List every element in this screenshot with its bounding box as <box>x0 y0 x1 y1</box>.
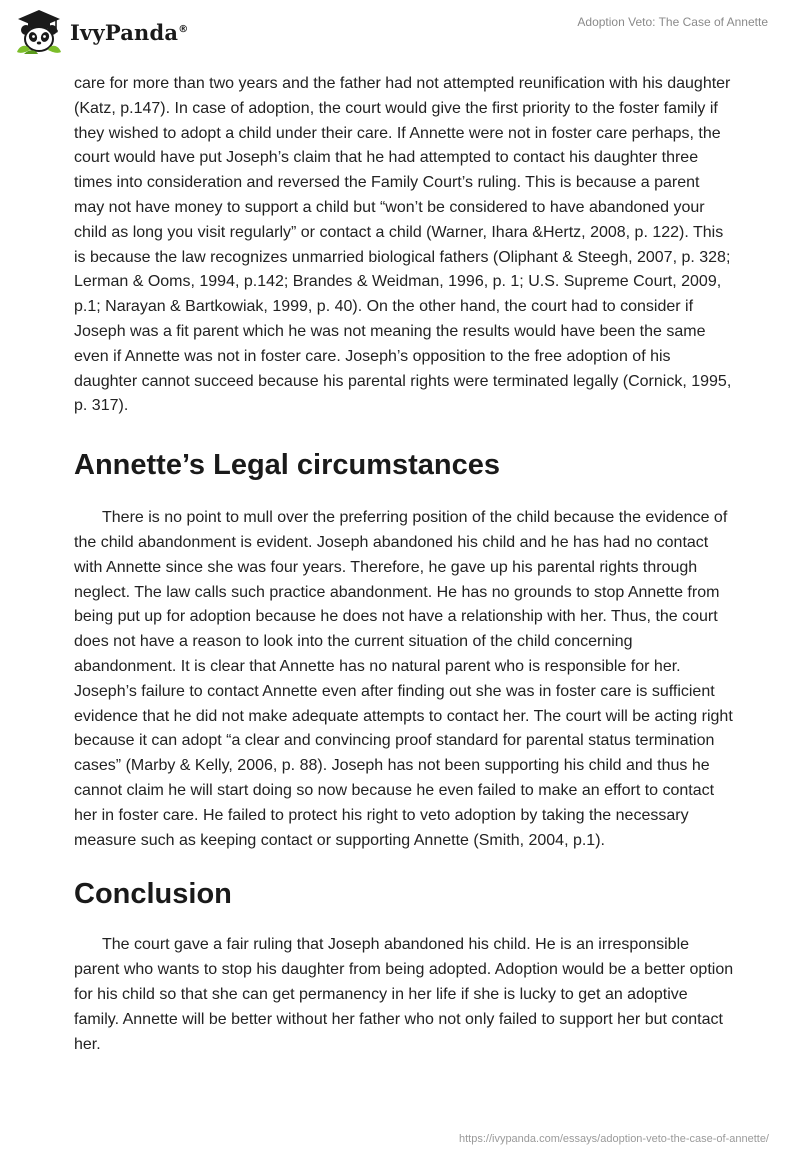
ivypanda-logo[interactable] <box>14 8 188 56</box>
page-header <box>0 0 800 66</box>
document-title: Adoption Veto: The Case of Annette <box>577 15 768 29</box>
source-url-link[interactable]: https://ivypanda.com/essays/adoption-veto-the-case-of-annette/ <box>458 1133 769 1145</box>
article-body <box>74 72 734 1057</box>
registered-mark: ® <box>178 23 189 35</box>
logo-wordmark <box>70 20 188 45</box>
section-heading-conclusion: Conclusion <box>74 878 232 911</box>
section-heading-legal-circumstances: Annette’s Legal circumstances <box>74 449 501 482</box>
legal-circumstances-paragraph: There is no point to mull over the preferring position of the child because the evidence of the child abandonment is evident. Joseph abandoned his child and he has had no contact with Annette since she was four years. Therefore, he gave up his parental rights through neglect. The law calls such practice abandonment. He has no grounds to stop Annette from being put up for adoption because he does not have a relationship with her. Thus, the court does not have a reason to look into the current situation of the child concerning abandonment. It is clear that Annette has no natural parent who is responsible for her. Joseph’s failure to contact Annette even after finding out she was in foster care is sufficient evidence that he did not make adequate attempts to contact her. The court will be acting right because it can adopt “a clear and convincing proof standard for parental status termination cases” (Marby & Kelly, 2006, p. 88). Joseph has not been supporting his child and thus he cannot claim he will start doing so now because he even failed to make an effort to contact her in foster care. He failed to protect his right to veto adoption by taking the necessary measure such as keeping contact or supporting Annette (Smith, 2004, p.1). <box>74 509 733 849</box>
logo-text: IvyPanda <box>70 19 179 45</box>
intro-paragraph: care for more than two years and the father had not attempted reunification with his daughter (Katz, p.147). In case of adoption, the court would give the first priority to the foster family if they wished to adopt a child under their care. If Annette were not in foster care perhaps, the court would have put Joseph’s claim that he had attempted to contact his daughter three times into consideration and reversed the Family Court’s ruling. This is because a parent may not have money to support a child but “won’t be considered to have abandoned your child as long you visit regularly” or contact a child (Warner, Ihara &Hertz, 2008, p. 122). This is because the law recognizes unmarried biological fathers (Oliphant & Steegh, 2007, p. 328; Lerman & Ooms, 1994, p.142; Brandes & Weidman, 1996, p. 1; U.S. Supreme Court, 2009, p.1; Narayan & Bartkowiak, 1999, p. 40). On the other hand, the court had to consider if Joseph was a fit parent which he was not meaning the results would have been the same even if Annette was not in foster care. Joseph’s opposition to the free adoption of his daughter cannot succeed because his parental rights were terminated legally (Cornick, 1995, p. 317). <box>74 75 732 415</box>
panda-graduate-icon <box>14 8 64 56</box>
conclusion-paragraph: The court gave a fair ruling that Joseph abandoned his child. He is an irresponsible parent who wants to stop his daughter from being adopted. Adoption would be a better option for his child so that she can get permanency in her life if she is lucky to get an adoptive family. Annette will be better without her father who not only failed to support her but contact her. <box>74 936 734 1053</box>
